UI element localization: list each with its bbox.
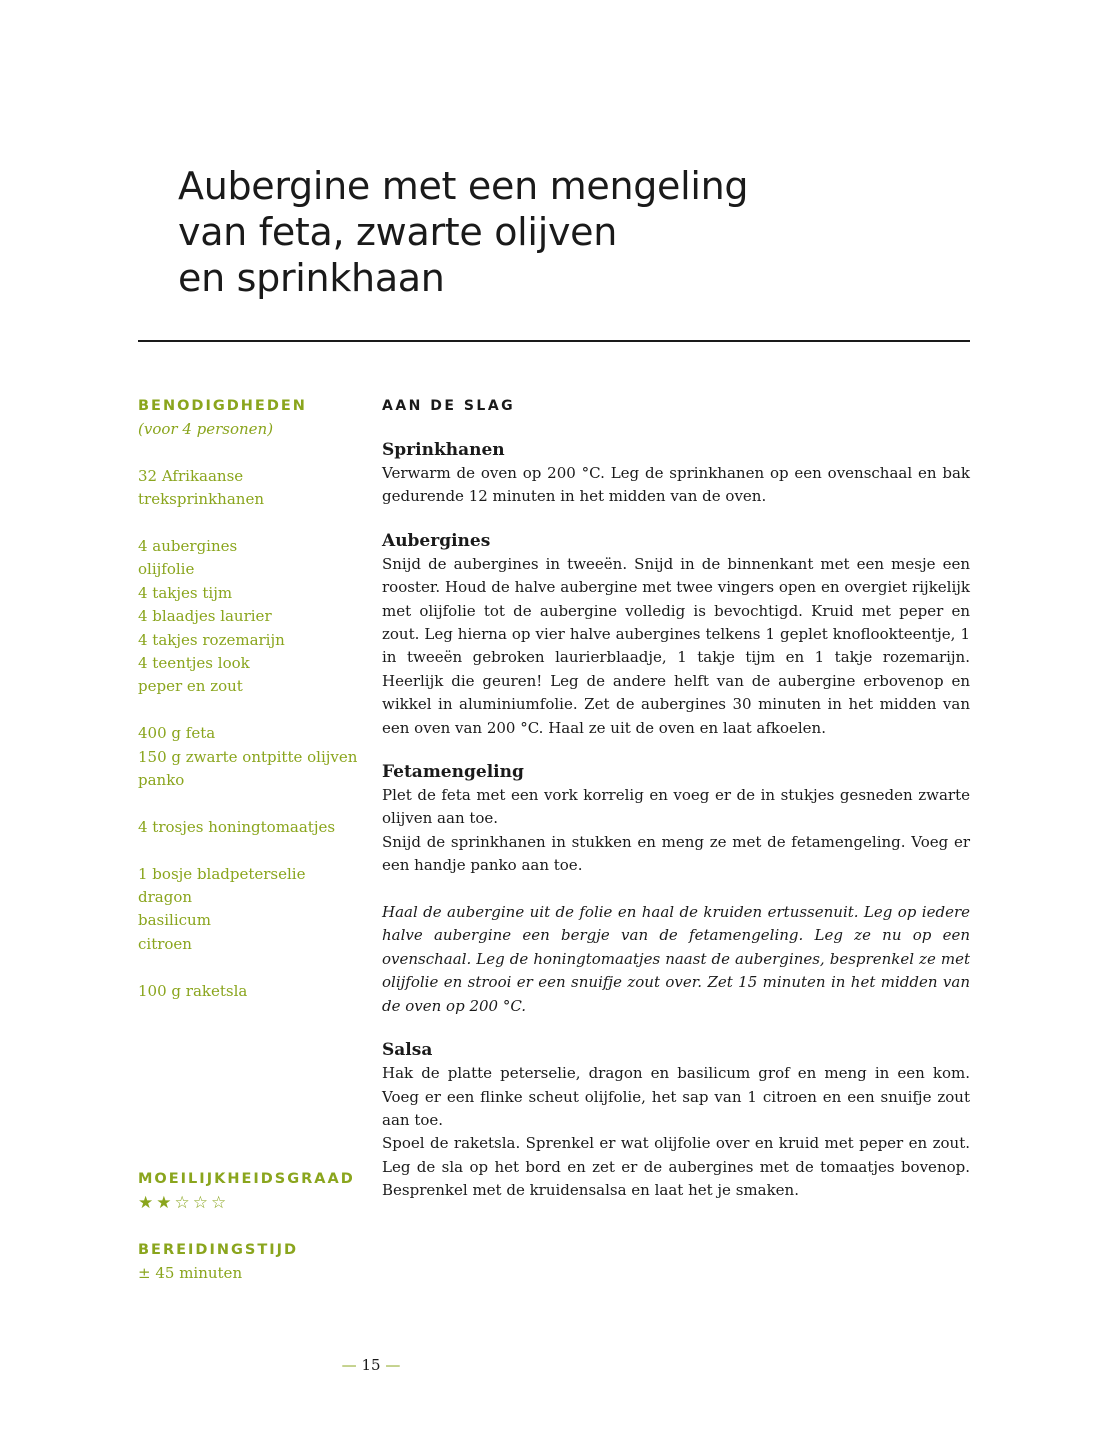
ingredient-item: basilicum — [138, 911, 211, 930]
difficulty-stars — [138, 1191, 355, 1215]
instruction-step — [382, 1038, 970, 1202]
instructions-heading: AAN DE SLAG — [382, 398, 516, 414]
step-title: Salsa — [382, 1040, 433, 1061]
ingredient-item: 4 takjes rozemarijn — [138, 630, 285, 649]
ingredient-group — [138, 863, 363, 957]
difficulty-block — [138, 1168, 355, 1215]
ingredient-item: dragon — [138, 888, 193, 907]
page-number-dash-left: — — [341, 1356, 357, 1374]
step-title: Aubergines — [382, 530, 491, 551]
instruction-step — [382, 438, 970, 509]
prep-time-block — [138, 1239, 298, 1285]
ingredient-item: peper en zout — [138, 677, 243, 696]
ingredient-item: 4 trosjes honingtomaatjes — [138, 817, 336, 836]
servings-note: (voor 4 personen) — [138, 420, 274, 438]
instruction-steps — [382, 438, 970, 1203]
ingredients-column — [138, 395, 363, 1003]
ingredient-item: 400 g feta — [138, 724, 216, 743]
instruction-step — [382, 529, 970, 740]
instructions-column — [382, 395, 970, 1203]
page-number-dash-right: — — [385, 1356, 401, 1374]
ingredients-heading: BENODIGDHEDEN — [138, 398, 307, 414]
difficulty-heading: MOEILIJKHEIDSGRAAD — [138, 1171, 355, 1187]
title-line-2: van feta, zwarte olijven — [178, 210, 618, 254]
page-number — [0, 1356, 742, 1374]
ingredient-item: 32 Afrikaanse — [138, 466, 244, 485]
step-title: Fetamengeling — [382, 762, 524, 783]
step-title: Sprinkhanen — [382, 440, 505, 460]
page-number-value: 15 — [361, 1356, 381, 1374]
star-filled-icon: ★ — [138, 1193, 157, 1213]
step-paragraph: Snijd de sprinkhanen in stukken en meng ze met de fetamengeling. Voeg er een handje panko aan toe. — [382, 832, 970, 875]
star-empty-icon: ☆ — [211, 1193, 230, 1213]
ingredient-item: 4 blaadjes laurier — [138, 607, 272, 626]
title-line-1: Aubergine met een mengeling — [178, 164, 749, 208]
star-filled-icon: ★ — [156, 1193, 175, 1213]
step-paragraph: Verwarm de oven op 200 °C. Leg de sprinkhanen op een ovenschaal en bak gedurende 12 minuten in het midden van de oven. — [382, 464, 970, 506]
ingredient-group — [138, 980, 363, 1003]
ingredient-item: citroen — [138, 934, 192, 953]
step-paragraph: Spoel de raketsla. Sprenkel er wat olijfolie over en kruid met peper en zout. Leg de sla op het bord en zet er de aubergines met de tomaatjes bovenop. Besprenkel met de kruidensalsa en laat het je smaken. — [382, 1134, 970, 1200]
star-empty-icon: ☆ — [192, 1193, 211, 1213]
step-italic-paragraph: Haal de aubergine uit de folie en haal de kruiden ertussenuit. Leg op iedere halve aubergine een bergje van de fetamengeling. Leg ze nu op een ovenschaal. Leg de honingtomaatjes naast de aubergines, besprenkel ze met olijfolie en strooi er een snuifje zout over. Zet 15 minuten in het midden van de oven op 200 °C. — [382, 903, 970, 1015]
ingredient-item: 4 teentjes look — [138, 654, 250, 673]
step-paragraph: Hak de platte peterselie, dragon en basilicum grof en meng in een kom. Voeg er een flinke scheut olijfolie, het sap van 1 citroen en een snuifje zout aan toe. — [382, 1064, 970, 1129]
ingredient-item: treksprinkhanen — [138, 490, 264, 509]
ingredient-group — [138, 465, 363, 512]
title-line-3: en sprinkhaan — [178, 256, 445, 300]
ingredient-item: panko — [138, 771, 185, 790]
step-paragraph: Snijd de aubergines in tweeën. Snijd in de binnenkant met een mesje een rooster. Houd de halve aubergine met twee vingers open en overgiet rijkelijk met olijfolie tot de aubergine volledig is bevochtigd. Kruid met peper en zout. Leg hierna op vier halve aubergines telkens 1 geplet knoflookteentje, 1 in tweeën gebroken laurierblaadje, 1 takje tijm en 1 takje rozemarijn. Heerlijk die geuren! Leg de andere helft van de aubergine erbovenop en wikkel in aluminiumfolie. Zet de aubergines 30 minuten in het midden van een oven van 200 °C. Haal ze uit de oven en laat afkoelen. — [382, 554, 970, 737]
ingredient-item: 4 aubergines — [138, 537, 238, 555]
step-paragraph: Plet de feta met een vork korrelig en voeg er de in stukjes gesneden zwarte olijven aan toe. — [382, 786, 970, 828]
ingredient-item: 4 takjes tijm — [138, 583, 233, 602]
ingredient-group — [138, 535, 363, 699]
ingredient-item: olijfolie — [138, 560, 195, 579]
ingredient-group — [138, 816, 363, 839]
star-empty-icon: ☆ — [174, 1193, 193, 1213]
ingredient-group — [138, 722, 363, 792]
prep-time-value: ± 45 minuten — [138, 1264, 243, 1282]
instruction-step — [382, 760, 970, 1018]
ingredient-item: 1 bosje bladpeterselie — [138, 864, 306, 883]
ingredient-item: 100 g raketsla — [138, 981, 248, 1000]
ingredient-item: 150 g zwarte ontpitte olijven — [138, 747, 358, 766]
recipe-title — [178, 163, 978, 301]
prep-time-heading: BEREIDINGSTIJD — [138, 1242, 299, 1258]
ingredient-groups — [138, 465, 363, 1003]
title-divider — [138, 340, 970, 342]
